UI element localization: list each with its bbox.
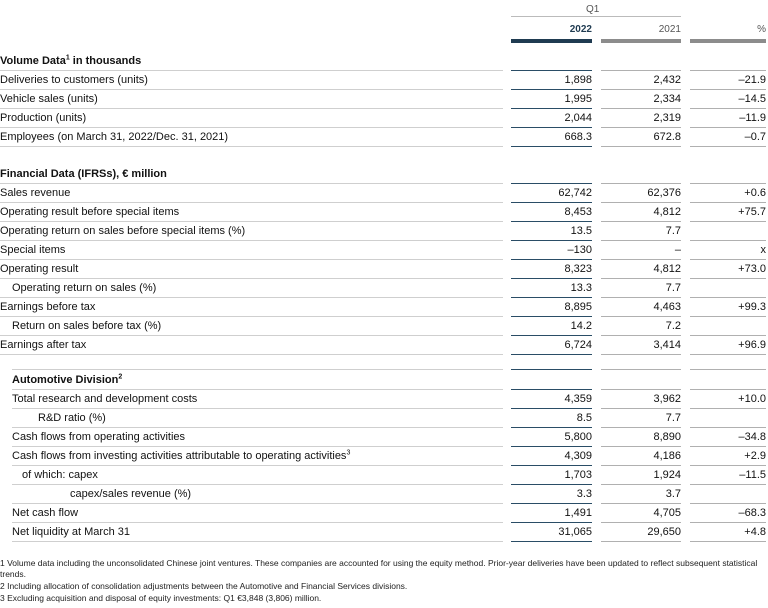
- table-row: Deliveries to customers (units) 1,898 2,432 –21.9: [0, 74, 766, 86]
- period-label: Q1: [586, 4, 600, 15]
- table-row: Net cash flow 1,491 4,705 –68.3: [12, 507, 766, 519]
- col-header-percent: %: [757, 24, 766, 35]
- col-header-2022: 2022: [569, 24, 592, 35]
- col-bar-2022: [511, 39, 592, 43]
- table-row: Cash flows from investing activities attributable to operating activities$^3$ 4,309 4,186 +2.9: [12, 449, 766, 462]
- section-title-volume: Volume Data$^1$ in thousands: [0, 54, 142, 67]
- col-bar-percent: [690, 39, 766, 43]
- table-row: Operating return on sales before special items (%) 13.5 7.7: [0, 225, 681, 237]
- table-row: Vehicle sales (units) 1,995 2,334 –14.5: [0, 93, 766, 105]
- footnote-3: 3 Excluding acquisition and disposal of equity investments: Q1 €3,848 (3,806) million.: [0, 593, 322, 603]
- table-row: Special items –130 – x: [0, 244, 766, 256]
- table-row: Return on sales before tax (%) 14.2 7.2: [12, 320, 681, 332]
- table-row: Sales revenue 62,742 62,376 +0.6: [0, 187, 766, 199]
- table-row: of which: capex 1,703 1,924 –11.5: [22, 469, 766, 481]
- table-row: R&D ratio (%) 8.5 7.7: [38, 412, 681, 424]
- table-row: Cash flows from operating activities 5,800 8,890 –34.8: [12, 431, 766, 443]
- col-bar-2021: [601, 39, 681, 43]
- section-title-financial: Financial Data (IFRSs), € million: [0, 168, 167, 180]
- table-row: Earnings before tax 8,895 4,463 +99.3: [0, 301, 766, 313]
- table-row: Operating return on sales (%) 13.3 7.7: [12, 282, 681, 294]
- col-header-2021: 2021: [658, 24, 681, 35]
- table-row: Employees (on March 31, 2022/Dec. 31, 2021) 668.3 672.8 –0.7: [0, 131, 766, 143]
- table-row: Net liquidity at March 31 31,065 29,650 +4.8: [12, 526, 766, 538]
- footnote-1: 1 Volume data including the unconsolidated Chinese joint ventures. These companies are accounted for using the equity method. Prior-year deliveries have been updated to reflect subsequent statistical trends.: [0, 558, 758, 579]
- table-row: capex/sales revenue (%) 3.3 3.7: [70, 488, 681, 500]
- table-row: Earnings after tax 6,724 3,414 +96.9: [0, 339, 766, 351]
- table-row: Operating result 8,323 4,812 +73.0: [0, 263, 766, 275]
- footnote-2: 2 Including allocation of consolidation adjustments between the Automotive and Financial Services divisions.: [0, 581, 408, 591]
- period-rule: [511, 16, 681, 17]
- table-row: Production (units) 2,044 2,319 –11.9: [0, 112, 766, 124]
- section-title-automotive: Automotive Division$^2$: [12, 373, 123, 386]
- table-row: Operating result before special items 8,453 4,812 +75.7: [0, 206, 766, 218]
- table-row: Total research and development costs 4,359 3,962 +10.0: [12, 393, 766, 405]
